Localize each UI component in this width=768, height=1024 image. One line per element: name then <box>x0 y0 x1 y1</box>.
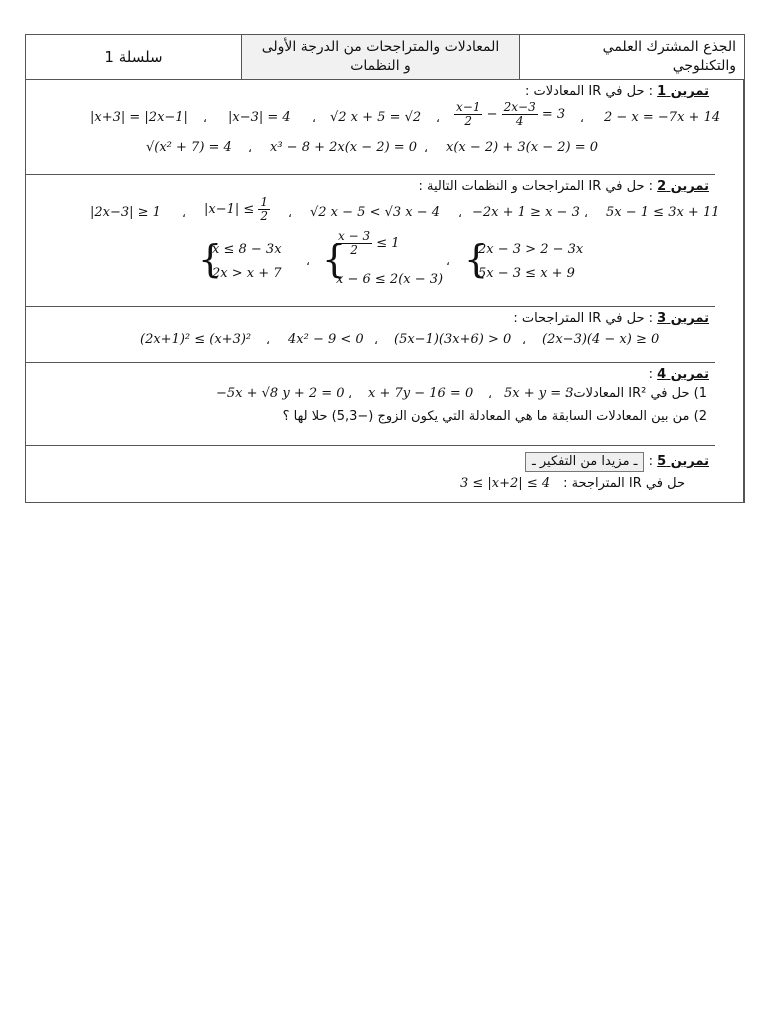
level-line1: الجذع المشترك العلمي <box>602 39 736 55</box>
system-brace: { <box>464 237 489 281</box>
exercise-4-title: تمرين 4 <box>657 367 709 382</box>
exercise-1-row-1 <box>26 100 721 137</box>
separator: ، <box>312 111 316 125</box>
lesson-title-line1: المعادلات والمتراجحات من الدرجة الأولى <box>261 39 500 55</box>
exercise-3-row-1 <box>26 328 715 354</box>
exercise-4-question-1 <box>26 384 715 406</box>
separator: ، <box>182 206 186 220</box>
system-1-line-1: x ≤ 8 − 3x <box>212 242 282 257</box>
exercise-3 <box>26 307 715 363</box>
right-margin-column <box>715 80 744 502</box>
eq-cubic: x³ − 8 + 2x(x − 2) = 0 <box>270 140 418 155</box>
sheet-body <box>26 80 744 502</box>
eq-factored: x(x − 2) + 3(x − 2) = 0 <box>446 140 598 155</box>
ineq-product-2: (2x−3)(4 − x) ≥ 0 <box>542 332 660 347</box>
eq-abs-x-minus-3: |x−3| = 4 <box>228 110 291 125</box>
exercise-3-instruction: : حل في IR المتراجحات : <box>513 311 654 326</box>
exercise-2-instruction: : حل في IR المتراجحات و النظمات التالية : <box>418 179 654 194</box>
ineq-abs-x-minus-1: |x−1| ≤ $\frac{1}{2}$ <box>204 195 269 223</box>
eq-fractions: $\frac{x-1}{2}$ − $\frac{2x-3}{4}$ = 3 <box>456 100 566 128</box>
exercise-4-q2-text: 2) من بين المعادلات السابقة ما هي المعادلة التي يكون الزوج (−5,3) حلا لها ؟ <box>282 409 707 424</box>
exercise-5-row <box>26 472 715 498</box>
exercise-1-row-2 <box>26 137 715 161</box>
fraction-2: $\frac{2x-3}{4}$ <box>503 100 536 128</box>
system-brace: { <box>322 237 347 281</box>
separator: ، <box>248 141 252 155</box>
exercise-3-title: تمرين 3 <box>657 311 709 326</box>
exercise-2-heading <box>26 175 715 196</box>
eq-sqrt2: √2 x + 5 = √2 <box>330 110 422 125</box>
separator: ، <box>446 254 450 268</box>
exercise-4 <box>26 363 715 446</box>
separator: ، <box>424 141 428 155</box>
ineq-linear-1: −2x + 1 ≥ x − 3 <box>472 205 580 220</box>
exercise-5-heading: تمرين 5 : ـ مزيدا من التفكير ـ <box>26 446 715 472</box>
think-more-box: ـ مزيدا من التفكير ـ <box>525 452 645 472</box>
separator: ، <box>374 333 378 347</box>
exercise-2-row-1 <box>26 195 720 232</box>
separator: ، <box>266 333 270 347</box>
separator: ، <box>584 206 588 220</box>
lesson-title <box>242 35 520 79</box>
exercise-2-title: تمرين 2 <box>657 179 709 194</box>
separator: ، <box>306 254 310 268</box>
eq-2var-b: x + 7y − 16 = 0 <box>368 386 474 401</box>
exercise-4-heading: تمرين 4 : <box>648 367 709 382</box>
separator: ، <box>348 387 352 401</box>
exercise-sheet <box>25 34 745 503</box>
fraction-1: $\frac{x-1}{2}$ <box>456 100 481 128</box>
lesson-title-line2: و النظمات <box>350 58 411 74</box>
separator: ، <box>203 111 207 125</box>
exercise-1-instruction: : حل في IR المعادلات : <box>525 84 654 99</box>
eq-abs-x-plus-3: |x+3| = |2x−1| <box>90 110 188 125</box>
ineq-double-abs: 3 ≤ |x+2| ≤ 4 <box>460 476 551 491</box>
separator: ، <box>522 333 526 347</box>
separator: ، <box>580 111 584 125</box>
eq-linear: 2 − x = −7x + 14 <box>604 110 721 125</box>
exercise-1-heading <box>26 80 715 101</box>
ineq-linear-2: 5x − 1 ≤ 3x + 11 <box>606 205 720 220</box>
exercise-4-question-2 <box>26 406 715 430</box>
exercise-3-heading <box>26 307 715 328</box>
eq-2var-c: −5x + √8 y + 2 = 0 <box>216 386 345 401</box>
system-brace: { <box>198 237 223 281</box>
system-1-line-2: 2x > x + 7 <box>212 266 282 281</box>
exercise-2-systems <box>26 229 715 296</box>
exercise-1-title: تمرين 1 <box>657 84 709 99</box>
exercise-5-instruction: حل في IR المتراجحة : <box>563 476 685 491</box>
separator: ، <box>436 111 440 125</box>
exercise-2 <box>26 175 720 307</box>
separator: ، <box>288 206 292 220</box>
exercise-4-q1-text: 1) حل في IR² المعادلات : <box>564 386 707 401</box>
ineq-squares: (2x+1)² ≤ (x+3)² <box>140 332 252 347</box>
exercise-5 <box>26 446 715 502</box>
eq-sqrt-x2-plus-7: √(x² + 7) = 4 <box>146 140 232 155</box>
ineq-abs-2x-minus-3: |2x−3| ≥ 1 <box>90 205 161 220</box>
ineq-sqrt: √2 x − 5 < √3 x − 4 <box>310 205 441 220</box>
ineq-product-1: (5x−1)(3x+6) > 0 <box>394 332 512 347</box>
exercise-5-title: تمرين 5 <box>657 454 709 469</box>
system-3-line-2: 5x − 3 ≤ x + 9 <box>478 266 575 281</box>
system-2-line-2: x − 6 ≤ 2(x − 3) <box>336 272 444 287</box>
series-label: سلسلة 1 <box>26 35 242 79</box>
exercises-column <box>26 80 721 502</box>
separator: ، <box>488 387 492 401</box>
system-3-line-1: 2x − 3 > 2 − 3x <box>478 242 584 257</box>
exercise-1 <box>26 80 721 175</box>
fraction-half: $\frac{1}{2}$ <box>260 195 269 223</box>
level-label <box>520 35 744 79</box>
separator: ، <box>458 206 462 220</box>
header-row <box>26 35 744 80</box>
eq-2var-a: 5x + y = 3 <box>504 386 574 401</box>
system-2-line-1: $\frac{x - 3}{2}$ ≤ 1 <box>338 229 400 257</box>
fraction-x-minus-3-over-2: $\frac{x - 3}{2}$ <box>338 229 371 257</box>
level-line2: والتكنلوجي <box>672 58 736 74</box>
ineq-quadratic: 4x² − 9 < 0 <box>288 332 364 347</box>
